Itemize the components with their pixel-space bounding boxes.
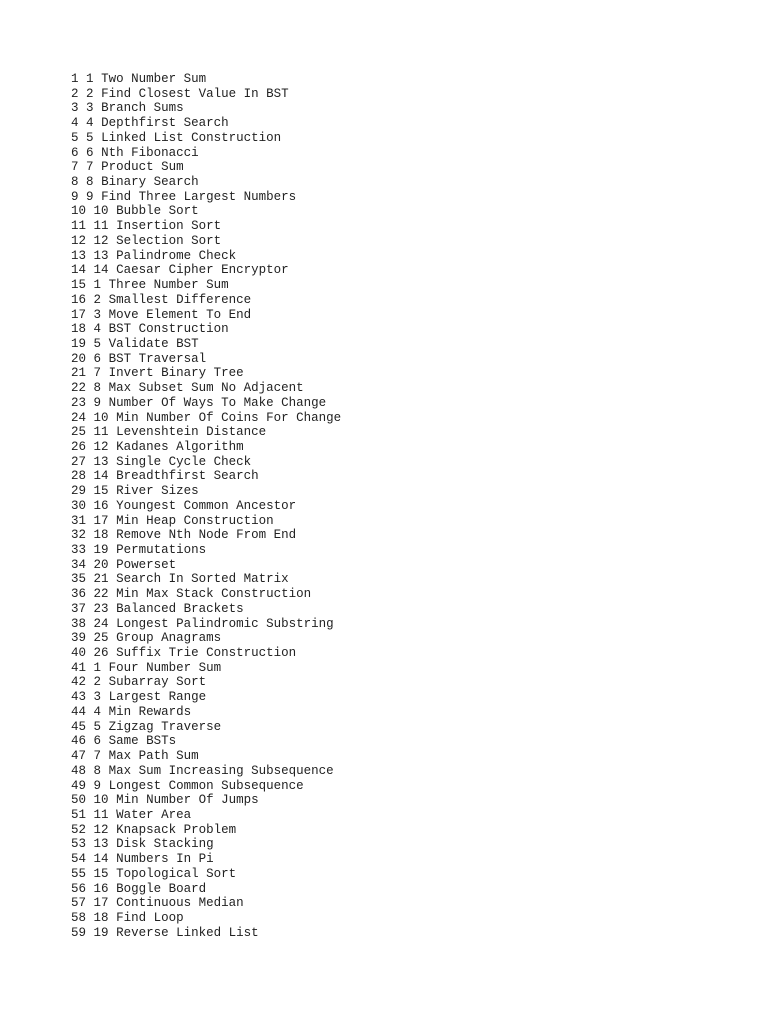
problem-title: Largest Range xyxy=(108,690,207,705)
problem-title: Insertion Sort xyxy=(116,219,222,234)
problem-number: 5 xyxy=(93,336,102,351)
list-item xyxy=(71,734,341,749)
list-item xyxy=(71,293,341,308)
problem-number: 6 xyxy=(93,351,102,366)
list-item xyxy=(71,837,341,852)
problem-title: Longest Common Subsequence xyxy=(108,778,304,793)
list-item xyxy=(71,896,341,911)
line-index: 48 xyxy=(71,763,87,778)
problem-title: Nth Fibonacci xyxy=(101,145,199,160)
problem-number: 7 xyxy=(93,366,102,381)
problem-title: Smallest Difference xyxy=(108,292,252,307)
list-item xyxy=(71,852,341,867)
problem-number: 15 xyxy=(93,484,109,499)
problem-number: 5 xyxy=(93,719,102,734)
list-item xyxy=(71,87,341,102)
problem-number: 4 xyxy=(93,322,102,337)
list-item xyxy=(71,116,341,131)
problem-number: 4 xyxy=(86,116,94,131)
problem-title: Numbers In Pi xyxy=(116,852,214,867)
list-item xyxy=(71,484,341,499)
problem-title: Four Number Sum xyxy=(108,660,222,675)
problem-number: 3 xyxy=(93,690,102,705)
list-item xyxy=(71,675,341,690)
line-index: 25 xyxy=(71,425,87,440)
problem-number: 13 xyxy=(93,837,109,852)
list-item xyxy=(71,234,341,249)
problem-title: Water Area xyxy=(116,807,192,822)
problem-title: Same BSTs xyxy=(108,734,177,749)
problem-number: 7 xyxy=(93,749,102,764)
problem-title: Binary Search xyxy=(101,175,199,190)
problem-number: 12 xyxy=(93,439,109,454)
problem-title: Permutations xyxy=(116,543,207,557)
line-index: 38 xyxy=(71,616,87,631)
list-item xyxy=(71,764,341,779)
line-index: 22 xyxy=(71,381,87,396)
problem-title: Search In Sorted Matrix xyxy=(116,572,289,587)
problem-title: Powerset xyxy=(116,557,177,572)
line-index: 40 xyxy=(71,646,87,661)
problem-number: 23 xyxy=(93,601,109,616)
problem-title: Min Heap Construction xyxy=(116,513,274,528)
list-item xyxy=(71,882,341,897)
problem-title: Min Max Stack Construction xyxy=(116,587,312,602)
line-index: 43 xyxy=(71,690,87,705)
list-item xyxy=(71,602,341,617)
list-item xyxy=(71,101,341,116)
line-index: 46 xyxy=(71,734,87,749)
line-index: 6 xyxy=(71,145,79,160)
problem-title: Reverse Linked List xyxy=(116,925,259,940)
problem-number: 9 xyxy=(93,395,102,410)
problem-number: 10 xyxy=(93,204,109,219)
line-index: 47 xyxy=(71,749,87,764)
problem-number: 17 xyxy=(93,896,109,911)
problem-number: 2 xyxy=(86,86,94,101)
list-item xyxy=(71,219,341,234)
problem-number: 1 xyxy=(93,278,102,293)
problem-number: 6 xyxy=(93,734,102,749)
problem-number: 14 xyxy=(93,263,109,278)
list-item xyxy=(71,749,341,764)
problem-list xyxy=(71,72,341,940)
problem-number: 5 xyxy=(86,130,94,145)
problem-number: 15 xyxy=(93,866,109,881)
problem-number: 3 xyxy=(86,101,94,116)
list-item xyxy=(71,131,341,146)
problem-number: 2 xyxy=(93,292,102,307)
list-item xyxy=(71,793,341,808)
line-index: 32 xyxy=(71,528,87,543)
line-index: 34 xyxy=(71,557,87,572)
line-index: 15 xyxy=(71,278,87,293)
list-item xyxy=(71,587,341,602)
problem-title: Knapsack Problem xyxy=(116,822,237,837)
list-item xyxy=(71,72,341,87)
line-index: 59 xyxy=(71,925,87,940)
problem-number: 20 xyxy=(93,557,109,572)
problem-title: Suffix Trie Construction xyxy=(116,646,297,661)
problem-title: Min Rewards xyxy=(108,704,192,719)
list-item xyxy=(71,381,341,396)
problem-title: Boggle Board xyxy=(116,881,207,896)
problem-title: Continuous Median xyxy=(116,896,244,911)
line-index: 17 xyxy=(71,307,87,322)
problem-title: Min Number Of Jumps xyxy=(116,793,259,808)
list-item xyxy=(71,558,341,573)
line-index: 1 xyxy=(71,72,79,86)
problem-title: Two Number Sum xyxy=(101,72,207,86)
problem-number: 2 xyxy=(93,675,102,690)
problem-number: 3 xyxy=(93,307,102,322)
problem-number: 11 xyxy=(93,219,109,234)
line-index: 9 xyxy=(71,189,79,204)
list-item xyxy=(71,396,341,411)
list-item xyxy=(71,322,341,337)
list-item xyxy=(71,337,341,352)
problem-number: 21 xyxy=(93,572,109,587)
line-index: 13 xyxy=(71,248,87,263)
problem-title: Invert Binary Tree xyxy=(108,366,244,381)
list-item xyxy=(71,425,341,440)
problem-title: Bubble Sort xyxy=(116,204,199,219)
list-item xyxy=(71,278,341,293)
problem-title: Number Of Ways To Make Change xyxy=(108,395,327,410)
problem-number: 8 xyxy=(86,175,94,190)
problem-number: 16 xyxy=(93,498,109,513)
problem-title: Zigzag Traverse xyxy=(108,719,222,734)
problem-number: 6 xyxy=(86,145,94,160)
problem-title: Youngest Common Ancestor xyxy=(116,498,297,513)
list-item xyxy=(71,263,341,278)
list-item xyxy=(71,572,341,587)
line-index: 4 xyxy=(71,116,79,131)
problem-number: 17 xyxy=(93,513,109,528)
line-index: 52 xyxy=(71,822,87,837)
line-index: 3 xyxy=(71,101,79,116)
line-index: 26 xyxy=(71,439,87,454)
list-item xyxy=(71,705,341,720)
list-item xyxy=(71,204,341,219)
list-item xyxy=(71,661,341,676)
problem-title: Single Cycle Check xyxy=(116,454,252,469)
problem-number: 26 xyxy=(93,646,109,661)
problem-title: River Sizes xyxy=(116,484,199,499)
list-item xyxy=(71,455,341,470)
problem-number: 8 xyxy=(93,763,102,778)
problem-title: Kadanes Algorithm xyxy=(116,439,244,454)
problem-title: Depthfirst Search xyxy=(101,116,229,131)
problem-number: 25 xyxy=(93,631,109,646)
problem-number: 10 xyxy=(93,793,109,808)
line-index: 42 xyxy=(71,675,87,690)
list-item xyxy=(71,646,341,661)
line-index: 29 xyxy=(71,484,87,499)
line-index: 36 xyxy=(71,587,87,602)
problem-number: 9 xyxy=(86,189,94,204)
list-item xyxy=(71,779,341,794)
problem-title: Remove Nth Node From End xyxy=(116,528,297,543)
line-index: 27 xyxy=(71,454,87,469)
line-index: 21 xyxy=(71,366,87,381)
problem-title: BST Traversal xyxy=(108,351,207,366)
problem-title: Topological Sort xyxy=(116,866,237,881)
problem-number: 13 xyxy=(93,454,109,469)
line-index: 10 xyxy=(71,204,87,219)
list-item xyxy=(71,690,341,705)
problem-number: 1 xyxy=(86,72,94,86)
problem-number: 12 xyxy=(93,822,109,837)
problem-number: 11 xyxy=(93,807,109,822)
problem-number: 14 xyxy=(93,469,109,484)
line-index: 8 xyxy=(71,175,79,190)
problem-number: 9 xyxy=(93,778,102,793)
line-index: 16 xyxy=(71,292,87,307)
problem-title: Group Anagrams xyxy=(116,631,222,646)
problem-title: Branch Sums xyxy=(101,101,184,116)
problem-title: Max Sum Increasing Subsequence xyxy=(108,763,334,778)
problem-title: Disk Stacking xyxy=(116,837,214,852)
problem-title: Balanced Brackets xyxy=(116,601,244,616)
line-index: 23 xyxy=(71,395,87,410)
line-index: 45 xyxy=(71,719,87,734)
line-index: 20 xyxy=(71,351,87,366)
line-index: 53 xyxy=(71,837,87,852)
problem-title: Breadthfirst Search xyxy=(116,469,259,484)
list-item xyxy=(71,543,341,558)
list-item xyxy=(71,720,341,735)
line-index: 33 xyxy=(71,543,87,557)
list-item xyxy=(71,514,341,529)
problem-title: Max Path Sum xyxy=(108,749,199,764)
list-item xyxy=(71,440,341,455)
problem-number: 7 xyxy=(86,160,94,175)
line-index: 58 xyxy=(71,910,87,925)
problem-number: 13 xyxy=(93,248,109,263)
problem-title: Find Closest Value In BST xyxy=(101,86,289,101)
problem-title: BST Construction xyxy=(108,322,229,337)
problem-title: Max Subset Sum No Adjacent xyxy=(108,381,304,396)
line-index: 7 xyxy=(71,160,79,175)
line-index: 11 xyxy=(71,219,87,234)
problem-title: Linked List Construction xyxy=(101,130,282,145)
problem-title: Palindrome Check xyxy=(116,248,237,263)
line-index: 35 xyxy=(71,572,87,587)
line-index: 18 xyxy=(71,322,87,337)
problem-number: 18 xyxy=(93,528,109,543)
list-item xyxy=(71,160,341,175)
problem-number: 18 xyxy=(93,910,109,925)
line-index: 14 xyxy=(71,263,87,278)
line-index: 51 xyxy=(71,807,87,822)
line-index: 31 xyxy=(71,513,87,528)
line-index: 50 xyxy=(71,793,87,808)
line-index: 28 xyxy=(71,469,87,484)
list-item xyxy=(71,823,341,838)
list-item xyxy=(71,926,341,941)
problem-title: Subarray Sort xyxy=(108,675,207,690)
line-index: 54 xyxy=(71,852,87,867)
line-index: 12 xyxy=(71,233,87,248)
line-index: 49 xyxy=(71,778,87,793)
problem-title: Validate BST xyxy=(108,336,199,351)
problem-number: 12 xyxy=(93,233,109,248)
line-index: 39 xyxy=(71,631,87,646)
line-index: 57 xyxy=(71,896,87,911)
list-item xyxy=(71,175,341,190)
list-item xyxy=(71,631,341,646)
line-index: 19 xyxy=(71,336,87,351)
problem-number: 19 xyxy=(93,925,109,940)
problem-title: Three Number Sum xyxy=(108,278,229,293)
line-index: 55 xyxy=(71,866,87,881)
list-item xyxy=(71,808,341,823)
list-item xyxy=(71,249,341,264)
problem-number: 10 xyxy=(93,410,109,425)
problem-number: 24 xyxy=(93,616,109,631)
problem-number: 22 xyxy=(93,587,109,602)
list-item xyxy=(71,617,341,632)
problem-number: 1 xyxy=(93,660,102,675)
line-index: 56 xyxy=(71,881,87,896)
problem-number: 19 xyxy=(93,543,109,557)
line-index: 30 xyxy=(71,498,87,513)
problem-title: Min Number Of Coins For Change xyxy=(116,410,342,425)
line-index: 37 xyxy=(71,601,87,616)
list-item xyxy=(71,469,341,484)
problem-number: 14 xyxy=(93,852,109,867)
line-index: 44 xyxy=(71,704,87,719)
problem-number: 4 xyxy=(93,704,102,719)
line-index: 41 xyxy=(71,660,87,675)
line-index: 24 xyxy=(71,410,87,425)
line-index: 2 xyxy=(71,86,79,101)
list-item xyxy=(71,499,341,514)
list-item xyxy=(71,528,341,543)
problem-title: Caesar Cipher Encryptor xyxy=(116,263,289,278)
list-item xyxy=(71,190,341,205)
list-item xyxy=(71,308,341,323)
problem-title: Selection Sort xyxy=(116,233,222,248)
list-item xyxy=(71,867,341,882)
problem-title: Find Loop xyxy=(116,910,184,925)
problem-title: Move Element To End xyxy=(108,307,252,322)
list-item xyxy=(71,352,341,367)
list-item xyxy=(71,911,341,926)
problem-title: Levenshtein Distance xyxy=(116,425,267,440)
problem-title: Product Sum xyxy=(101,160,184,175)
problem-title: Longest Palindromic Substring xyxy=(116,616,334,631)
list-item xyxy=(71,146,341,161)
problem-number: 8 xyxy=(93,381,102,396)
problem-number: 16 xyxy=(93,881,109,896)
list-item xyxy=(71,366,341,381)
list-item xyxy=(71,411,341,426)
problem-title: Find Three Largest Numbers xyxy=(101,189,297,204)
problem-number: 11 xyxy=(93,425,109,440)
line-index: 5 xyxy=(71,130,79,145)
